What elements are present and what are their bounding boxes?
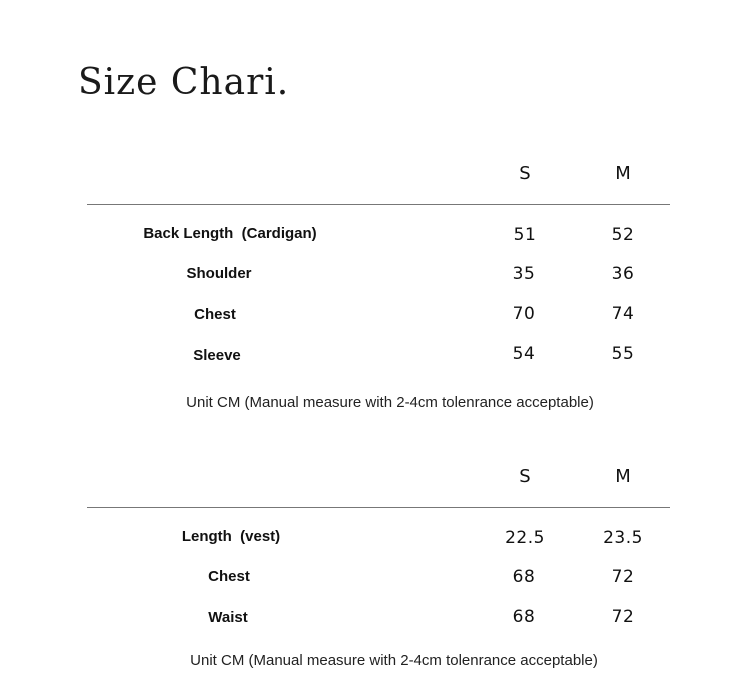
value-m: 72 bbox=[611, 567, 635, 587]
header-divider bbox=[87, 507, 670, 508]
value-s: 70 bbox=[512, 304, 536, 324]
row-label: Chest bbox=[208, 568, 250, 585]
value-m: 72 bbox=[611, 607, 635, 627]
size-header-s: S bbox=[519, 163, 531, 184]
row-label: Back Length (Cardigan) bbox=[143, 225, 317, 242]
row-label: Length (vest) bbox=[181, 528, 281, 545]
size-header-m: M bbox=[615, 466, 631, 487]
value-m: 36 bbox=[611, 264, 635, 284]
value-m: 74 bbox=[611, 304, 635, 324]
row-label: Shoulder bbox=[186, 265, 252, 282]
value-s: 35 bbox=[512, 264, 536, 284]
header-divider bbox=[87, 204, 670, 205]
value-m: 55 bbox=[611, 344, 635, 364]
page-title: Size Chari. bbox=[78, 62, 290, 103]
row-label: Sleeve bbox=[193, 347, 241, 364]
value-s: 68 bbox=[512, 567, 536, 587]
value-m: 52 bbox=[611, 225, 635, 245]
unit-note: Unit CM (Manual measure with 2-4cm tolenrance acceptable) bbox=[190, 652, 598, 669]
row-label: Waist bbox=[208, 609, 248, 626]
value-m: 23.5 bbox=[603, 528, 643, 548]
value-s: 68 bbox=[512, 607, 536, 627]
value-s: 54 bbox=[512, 344, 536, 364]
size-header-s: S bbox=[519, 466, 531, 487]
size-header-m: M bbox=[615, 163, 631, 184]
row-label: Chest bbox=[194, 306, 236, 323]
value-s: 22.5 bbox=[505, 528, 545, 548]
value-s: 51 bbox=[513, 225, 537, 245]
unit-note: Unit CM (Manual measure with 2-4cm tolenrance acceptable) bbox=[186, 394, 594, 411]
